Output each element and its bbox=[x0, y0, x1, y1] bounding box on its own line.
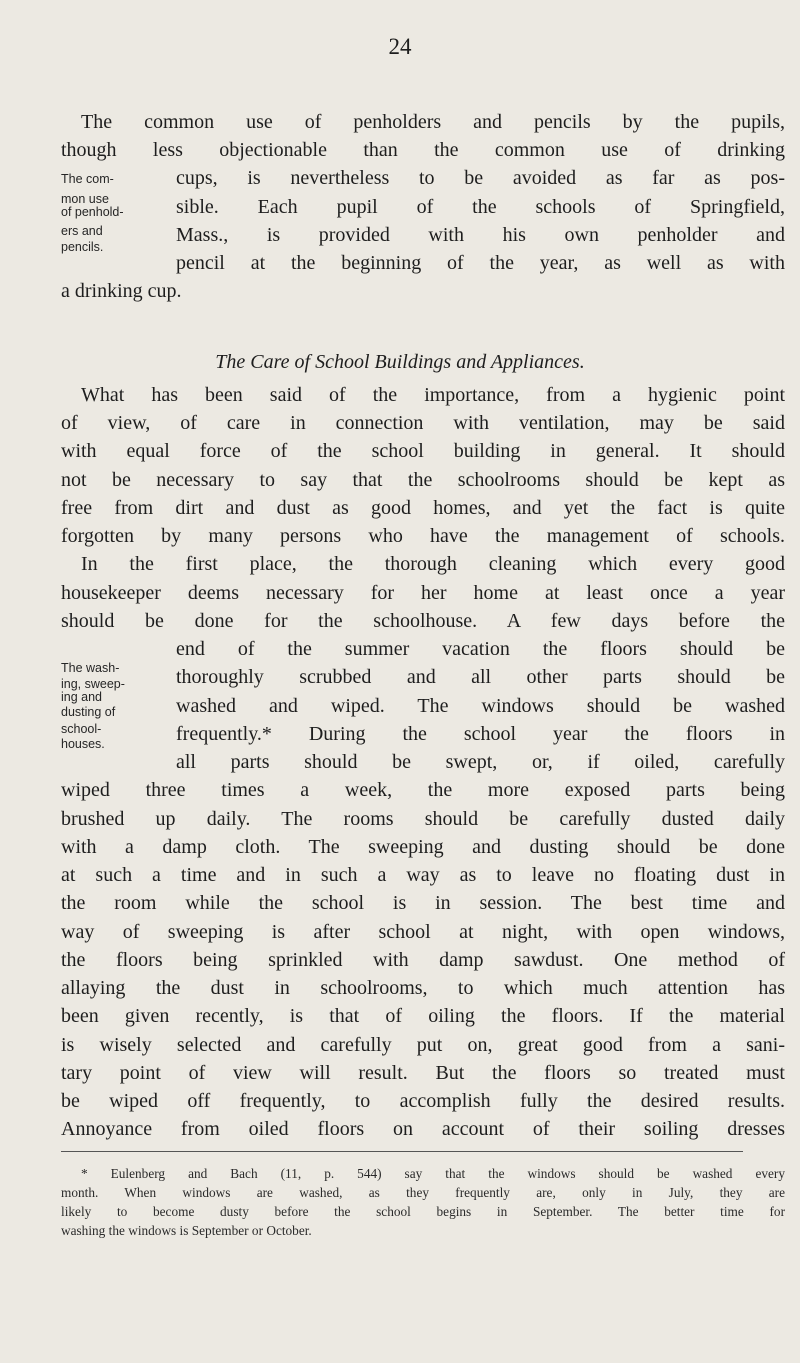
body-line: sible. Each pupil of the schools of Springfield, bbox=[176, 196, 785, 218]
body-line: at such a time and in such a way as to leave no floating dust in bbox=[61, 864, 785, 886]
body-line: of view, of care in connection with ventilation, may be said bbox=[61, 412, 785, 434]
body-line: the room while the school is in session. The best time and bbox=[61, 892, 785, 914]
section-heading: The Care of School Buildings and Appliances. bbox=[215, 351, 585, 373]
margin-note-line: mon use bbox=[61, 192, 109, 206]
body-line: a drinking cup. bbox=[61, 280, 182, 302]
body-line: be wiped off frequently, to accomplish fully the desired results. bbox=[61, 1090, 785, 1112]
body-line: What has been said of the importance, from a hygienic point bbox=[81, 384, 785, 406]
margin-note-line: The com- bbox=[61, 172, 114, 186]
footnote-line: * Eulenberg and Bach (11, p. 544) say that the windows should be washed every bbox=[81, 1166, 785, 1181]
body-line: with equal force of the school building in general. It should bbox=[61, 440, 785, 462]
body-line: washed and wiped. The windows should be washed bbox=[176, 695, 785, 717]
margin-note-line: The wash- bbox=[61, 661, 120, 675]
body-line: though less objectionable than the common use of drinking bbox=[61, 139, 785, 161]
body-line: not be necessary to say that the schoolrooms should be kept as bbox=[61, 469, 785, 491]
margin-note-line: school- bbox=[61, 722, 102, 736]
body-line: The common use of penholders and pencils by the pupils, bbox=[81, 111, 785, 133]
margin-note-line: ers and bbox=[61, 224, 103, 238]
body-line: should be done for the schoolhouse. A few days before the bbox=[61, 610, 785, 632]
margin-note-line: houses. bbox=[61, 737, 105, 751]
margin-note-line: ing and bbox=[61, 690, 103, 704]
body-line: brushed up daily. The rooms should be carefully dusted daily bbox=[61, 808, 785, 830]
body-line: is wisely selected and carefully put on, great good from a sani- bbox=[61, 1034, 785, 1056]
body-line: tary point of view will result. But the floors so treated must bbox=[61, 1062, 785, 1084]
body-line: way of sweeping is after school at night, with open windows, bbox=[61, 921, 785, 943]
body-line: allaying the dust in schoolrooms, to which much attention has bbox=[61, 977, 785, 999]
footnote-line: month. When windows are washed, as they frequently are, only in July, they are bbox=[61, 1185, 785, 1200]
footnote-line: washing the windows is September or October. bbox=[61, 1223, 312, 1238]
margin-note-line: of penhold- bbox=[61, 205, 124, 219]
body-line: all parts should be swept, or, if oiled, carefully bbox=[176, 751, 785, 773]
footnote-line: likely to become dusty before the school begins in September. The better time for bbox=[61, 1204, 785, 1219]
body-line: end of the summer vacation the floors should be bbox=[176, 638, 785, 660]
margin-note-line: ing, sweep- bbox=[61, 677, 125, 691]
body-line: pencil at the beginning of the year, as well as with bbox=[176, 252, 785, 274]
body-line: forgotten by many persons who have the management of schools. bbox=[61, 525, 785, 547]
body-line: housekeeper deems necessary for her home at least once a year bbox=[61, 582, 785, 604]
body-line: cups, is nevertheless to be avoided as far as pos- bbox=[176, 167, 785, 189]
body-line: Mass., is provided with his own penholder and bbox=[176, 224, 785, 246]
body-line: thoroughly scrubbed and all other parts should be bbox=[176, 666, 785, 688]
body-line: In the first place, the thorough cleaning which every good bbox=[81, 553, 785, 575]
margin-note-line: pencils. bbox=[61, 240, 104, 254]
body-line: Annoyance from oiled floors on account of their soiling dresses bbox=[61, 1118, 785, 1140]
body-line: the floors being sprinkled with damp sawdust. One method of bbox=[61, 949, 785, 971]
body-line: with a damp cloth. The sweeping and dusting should be done bbox=[61, 836, 785, 858]
body-line: wiped three times a week, the more exposed parts being bbox=[61, 779, 785, 801]
body-line: free from dirt and dust as good homes, and yet the fact is quite bbox=[61, 497, 785, 519]
footnote-rule bbox=[61, 1151, 743, 1152]
body-line: been given recently, is that of oiling the floors. If the material bbox=[61, 1005, 785, 1027]
margin-note-line: dusting of bbox=[61, 705, 116, 719]
body-line: frequently.* During the school year the floors in bbox=[176, 723, 785, 745]
page-number: 24 bbox=[388, 34, 412, 59]
